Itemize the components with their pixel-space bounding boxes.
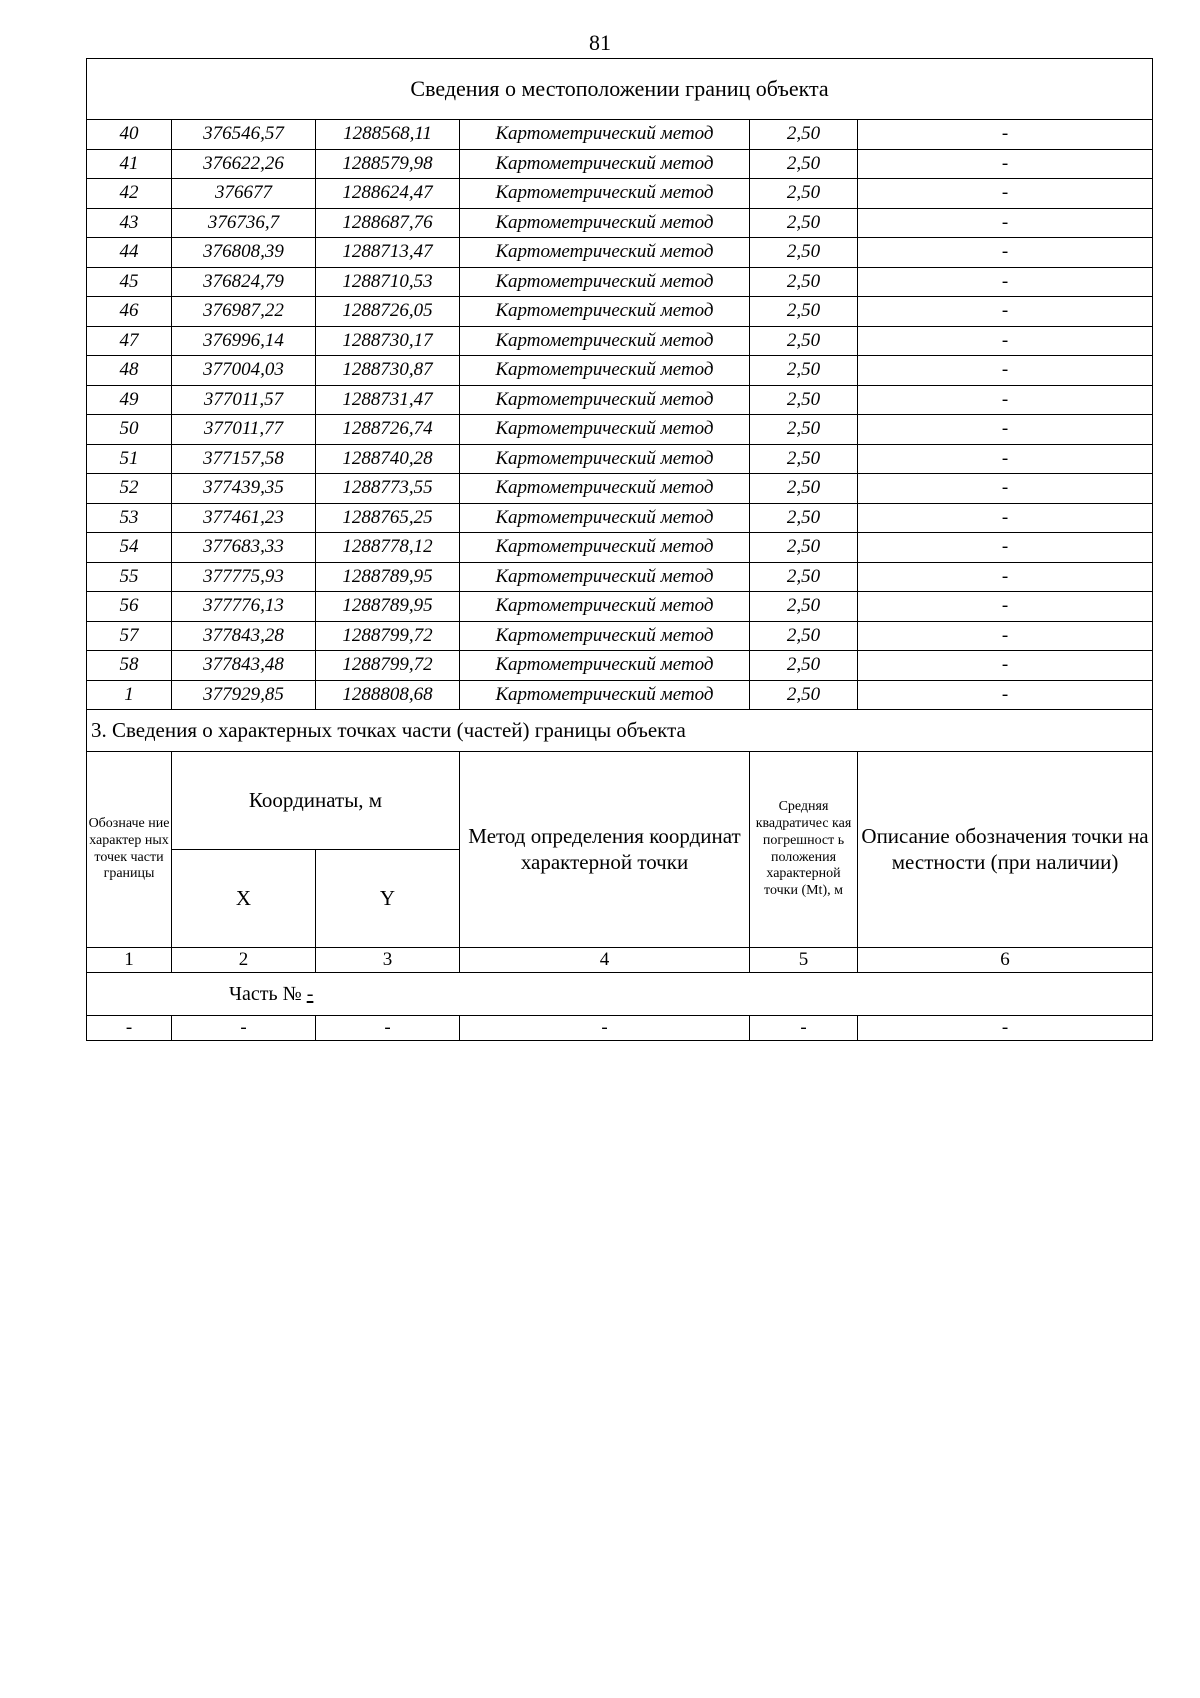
header-x: X <box>172 850 316 948</box>
table-row <box>87 503 1153 533</box>
mt-value-cell: 2,50 <box>750 385 858 415</box>
section3-title-row <box>87 710 1153 752</box>
point-number-cell: 53 <box>87 503 172 533</box>
description-cell: - <box>858 621 1153 651</box>
description-cell: - <box>858 179 1153 209</box>
coord-x-cell: 377683,33 <box>172 533 316 563</box>
coord-y-cell: 1288687,76 <box>316 208 460 238</box>
coord-x-cell: 376677 <box>172 179 316 209</box>
mt-value-cell: 2,50 <box>750 592 858 622</box>
table-row <box>87 592 1153 622</box>
description-cell: - <box>858 149 1153 179</box>
point-number-cell: 50 <box>87 415 172 445</box>
mt-value-cell: 2,50 <box>750 621 858 651</box>
coord-y-cell: 1288789,95 <box>316 592 460 622</box>
coord-x-cell: 377011,57 <box>172 385 316 415</box>
description-cell: - <box>858 238 1153 268</box>
point-number-cell: 45 <box>87 267 172 297</box>
boundary-table <box>86 58 1153 1041</box>
mt-value-cell: 2,50 <box>750 356 858 386</box>
coord-y-cell: 1288799,72 <box>316 651 460 681</box>
header-mt: Средняя квадратичес кая погрешност ь положения характерной точки (Mt), м <box>750 752 858 948</box>
mt-value-cell: 2,50 <box>750 238 858 268</box>
description-cell: - <box>858 297 1153 327</box>
point-number-cell: 51 <box>87 444 172 474</box>
coord-x-cell: 376996,14 <box>172 326 316 356</box>
method-cell: Картометрический метод <box>460 120 750 150</box>
point-number-cell: 42 <box>87 179 172 209</box>
table-row <box>87 267 1153 297</box>
description-cell: - <box>858 651 1153 681</box>
header-row-1 <box>87 752 1153 850</box>
table-row <box>87 356 1153 386</box>
method-cell: Картометрический метод <box>460 503 750 533</box>
description-cell: - <box>858 415 1153 445</box>
coord-y-cell: 1288808,68 <box>316 680 460 710</box>
coord-y-cell: 1288730,17 <box>316 326 460 356</box>
coord-y-cell: 1288730,87 <box>316 356 460 386</box>
description-cell: - <box>858 562 1153 592</box>
table-row <box>87 238 1153 268</box>
table-row <box>87 474 1153 504</box>
mt-value-cell: 2,50 <box>750 444 858 474</box>
table-row <box>87 385 1153 415</box>
mt-value-cell: 2,50 <box>750 149 858 179</box>
coord-y-cell: 1288624,47 <box>316 179 460 209</box>
description-cell: - <box>858 385 1153 415</box>
method-cell: Картометрический метод <box>460 208 750 238</box>
column-numbers-row <box>87 948 1153 973</box>
table-row <box>87 680 1153 710</box>
coord-y-cell: 1288568,11 <box>316 120 460 150</box>
table-row <box>87 120 1153 150</box>
method-cell: Картометрический метод <box>460 267 750 297</box>
table-row <box>87 326 1153 356</box>
description-cell: - <box>858 680 1153 710</box>
coord-x-cell: 376546,57 <box>172 120 316 150</box>
method-cell: Картометрический метод <box>460 680 750 710</box>
description-cell: - <box>858 267 1153 297</box>
coord-y-cell: 1288799,72 <box>316 621 460 651</box>
section-title: Сведения о местоположении границ объекта <box>87 59 1153 120</box>
table-row <box>87 562 1153 592</box>
coord-y-cell: 1288740,28 <box>316 444 460 474</box>
method-cell: Картометрический метод <box>460 562 750 592</box>
mt-value-cell: 2,50 <box>750 120 858 150</box>
description-cell: - <box>858 120 1153 150</box>
method-cell: Картометрический метод <box>460 651 750 681</box>
coord-y-cell: 1288726,05 <box>316 297 460 327</box>
mt-value-cell: 2,50 <box>750 297 858 327</box>
mt-value-cell: 2,50 <box>750 503 858 533</box>
table-title-row <box>87 59 1153 120</box>
coord-y-cell: 1288579,98 <box>316 149 460 179</box>
point-number-cell: 47 <box>87 326 172 356</box>
mt-value-cell: 2,50 <box>750 533 858 563</box>
table-row <box>87 444 1153 474</box>
coord-y-cell: 1288710,53 <box>316 267 460 297</box>
coord-x-cell: 377157,58 <box>172 444 316 474</box>
mt-value-cell: 2,50 <box>750 179 858 209</box>
empty-row <box>87 1016 1153 1041</box>
header-description: Описание обозначения точки на местности (при наличии) <box>858 752 1153 948</box>
point-number-cell: 41 <box>87 149 172 179</box>
coord-x-cell: 377004,03 <box>172 356 316 386</box>
table-row <box>87 297 1153 327</box>
point-number-cell: 49 <box>87 385 172 415</box>
method-cell: Картометрический метод <box>460 415 750 445</box>
header-y: Y <box>316 850 460 948</box>
mt-value-cell: 2,50 <box>750 562 858 592</box>
point-number-cell: 46 <box>87 297 172 327</box>
coord-y-cell: 1288726,74 <box>316 415 460 445</box>
coord-y-cell: 1288765,25 <box>316 503 460 533</box>
mt-value-cell: 2,50 <box>750 208 858 238</box>
column-number: 3 <box>316 948 460 973</box>
mt-value-cell: 2,50 <box>750 680 858 710</box>
method-cell: Картометрический метод <box>460 238 750 268</box>
coord-x-cell: 376622,26 <box>172 149 316 179</box>
point-number-cell: 56 <box>87 592 172 622</box>
method-cell: Картометрический метод <box>460 149 750 179</box>
description-cell: - <box>858 356 1153 386</box>
coord-y-cell: 1288789,95 <box>316 562 460 592</box>
empty-cell: - <box>316 1016 460 1041</box>
method-cell: Картометрический метод <box>460 326 750 356</box>
point-number-cell: 54 <box>87 533 172 563</box>
part-cell <box>87 973 1153 1016</box>
coord-y-cell: 1288773,55 <box>316 474 460 504</box>
table-row <box>87 208 1153 238</box>
section3-title: 3. Сведения о характерных точках части (частей) границы объекта <box>87 710 1153 752</box>
column-number: 6 <box>858 948 1153 973</box>
column-number: 5 <box>750 948 858 973</box>
empty-cell: - <box>460 1016 750 1041</box>
table-row <box>87 415 1153 445</box>
table-row <box>87 651 1153 681</box>
description-cell: - <box>858 208 1153 238</box>
coord-x-cell: 376987,22 <box>172 297 316 327</box>
coord-x-cell: 377929,85 <box>172 680 316 710</box>
method-cell: Картометрический метод <box>460 179 750 209</box>
coord-x-cell: 376736,7 <box>172 208 316 238</box>
column-number: 2 <box>172 948 316 973</box>
coord-x-cell: 377843,28 <box>172 621 316 651</box>
coord-y-cell: 1288731,47 <box>316 385 460 415</box>
coord-y-cell: 1288713,47 <box>316 238 460 268</box>
coord-x-cell: 377011,77 <box>172 415 316 445</box>
description-cell: - <box>858 592 1153 622</box>
coord-y-cell: 1288778,12 <box>316 533 460 563</box>
description-cell: - <box>858 326 1153 356</box>
point-number-cell: 44 <box>87 238 172 268</box>
description-cell: - <box>858 444 1153 474</box>
empty-cell: - <box>172 1016 316 1041</box>
method-cell: Картометрический метод <box>460 356 750 386</box>
point-number-cell: 40 <box>87 120 172 150</box>
point-number-cell: 43 <box>87 208 172 238</box>
description-cell: - <box>858 474 1153 504</box>
empty-cell: - <box>87 1016 172 1041</box>
column-number: 1 <box>87 948 172 973</box>
table-row <box>87 179 1153 209</box>
mt-value-cell: 2,50 <box>750 651 858 681</box>
point-number-cell: 57 <box>87 621 172 651</box>
empty-cell: - <box>858 1016 1153 1041</box>
page-number: 81 <box>589 30 611 55</box>
mt-value-cell: 2,50 <box>750 474 858 504</box>
header-designation: Обозначе ние характер ных точек части границы <box>87 752 172 948</box>
method-cell: Картометрический метод <box>460 621 750 651</box>
table-row <box>87 533 1153 563</box>
point-number-cell: 55 <box>87 562 172 592</box>
header-coordinates: Координаты, м <box>172 752 460 850</box>
point-number-cell: 48 <box>87 356 172 386</box>
mt-value-cell: 2,50 <box>750 415 858 445</box>
column-number: 4 <box>460 948 750 973</box>
header-method: Метод определения координат характерной точки <box>460 752 750 948</box>
method-cell: Картометрический метод <box>460 444 750 474</box>
description-cell: - <box>858 533 1153 563</box>
table-row <box>87 149 1153 179</box>
part-row <box>87 973 1153 1016</box>
method-cell: Картометрический метод <box>460 474 750 504</box>
part-label: Часть № <box>229 982 302 1005</box>
mt-value-cell: 2,50 <box>750 326 858 356</box>
part-value: - <box>306 982 314 1005</box>
table-row <box>87 621 1153 651</box>
point-number-cell: 58 <box>87 651 172 681</box>
coord-x-cell: 377439,35 <box>172 474 316 504</box>
coord-x-cell: 377461,23 <box>172 503 316 533</box>
coord-x-cell: 377775,93 <box>172 562 316 592</box>
mt-value-cell: 2,50 <box>750 267 858 297</box>
method-cell: Картометрический метод <box>460 533 750 563</box>
description-cell: - <box>858 503 1153 533</box>
coord-x-cell: 376808,39 <box>172 238 316 268</box>
coord-x-cell: 377776,13 <box>172 592 316 622</box>
method-cell: Картометрический метод <box>460 297 750 327</box>
empty-cell: - <box>750 1016 858 1041</box>
method-cell: Картометрический метод <box>460 385 750 415</box>
point-number-cell: 52 <box>87 474 172 504</box>
coord-x-cell: 377843,48 <box>172 651 316 681</box>
method-cell: Картометрический метод <box>460 592 750 622</box>
coord-x-cell: 376824,79 <box>172 267 316 297</box>
point-number-cell: 1 <box>87 680 172 710</box>
